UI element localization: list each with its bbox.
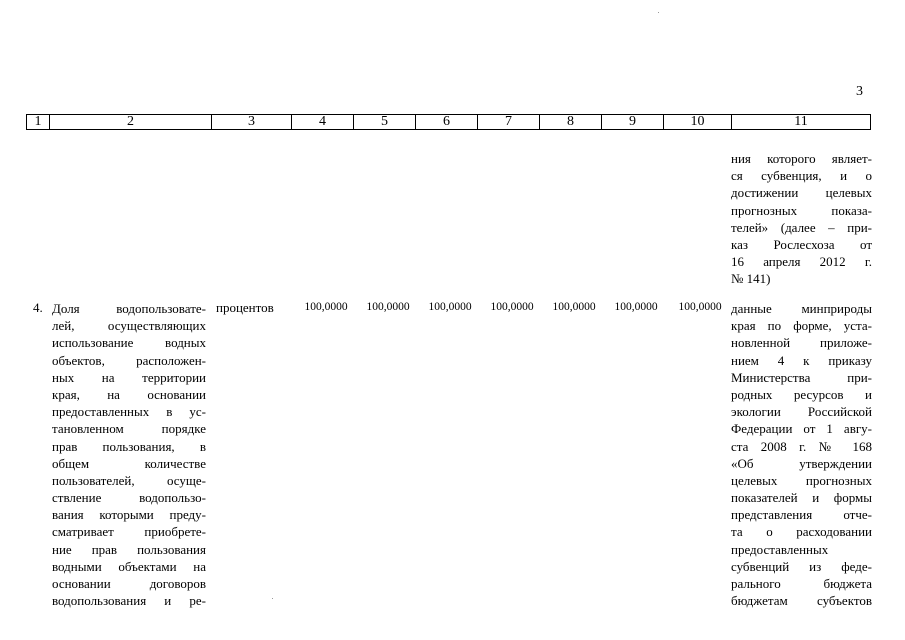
value-col-6: 100,0000	[428, 301, 472, 313]
text-line: предоставленных в ус-	[52, 404, 206, 420]
header-col-3: 3	[211, 115, 291, 129]
text-line: сматривает приобрете-	[52, 524, 206, 540]
text-line: «Об утверждении	[731, 455, 872, 471]
unit-of-measure: процентов	[216, 300, 274, 315]
header-col-2: 2	[49, 115, 211, 129]
text-line: тановленном порядке	[52, 421, 206, 437]
text-line: та о расходовании	[731, 524, 872, 540]
text-line: данные минприроды	[731, 301, 872, 316]
header-col-11: 11	[731, 115, 870, 129]
header-col-7: 7	[477, 115, 539, 129]
text-line: нием 4 к приказу	[731, 352, 872, 368]
column-number-header	[26, 114, 871, 130]
data-source	[731, 300, 872, 609]
header-col-5: 5	[353, 115, 415, 129]
scan-speck	[658, 12, 659, 13]
text-line: экологии Российской	[731, 404, 872, 420]
text-line: объектов, расположен-	[52, 352, 206, 368]
header-col-8: 8	[539, 115, 601, 129]
text-line: ние прав пользования	[52, 541, 206, 557]
text-line: пользователей, осуще-	[52, 472, 206, 488]
text-line: целевых прогнозных	[731, 472, 872, 488]
text-line: вания которыми преду-	[52, 507, 206, 523]
scan-speck	[272, 598, 273, 599]
value-col-10: 100,0000	[678, 301, 722, 313]
text-line: субвенций из феде-	[731, 558, 872, 574]
page-number: 3	[856, 84, 863, 99]
header-col-1: 1	[34, 114, 42, 129]
text-line: Доля водопользовате-	[52, 301, 206, 316]
text-line: Министерства при-	[731, 369, 872, 385]
row-number: 4.	[33, 300, 43, 315]
text-line: лей, осуществляющих	[52, 318, 206, 334]
text-line: края, на основании	[52, 386, 206, 402]
source-continuation	[731, 150, 872, 288]
text-line: показателей и формы	[731, 490, 872, 506]
value-col-7: 100,0000	[490, 301, 534, 313]
value-col-4: 100,0000	[304, 301, 348, 313]
text-line: ных на территории	[52, 369, 206, 385]
indicator-name	[52, 300, 206, 609]
text-line: представления отче-	[731, 507, 872, 523]
text-line: прогнозных показа-	[731, 202, 872, 218]
text-line: водными объектами на	[52, 558, 206, 574]
text-line: ся субвенция, и о	[731, 168, 872, 184]
text-line: ствление водопользо-	[52, 490, 206, 506]
value-col-8: 100,0000	[552, 301, 596, 313]
text-line: достижении целевых	[731, 185, 872, 201]
text-line: прав пользования, в	[52, 438, 206, 454]
header-col-6: 6	[415, 115, 477, 129]
text-line: бюджетам субъектов	[731, 593, 872, 609]
text-line: рального бюджета	[731, 576, 872, 591]
text-line: ста 2008 г. № 168	[731, 438, 872, 454]
header-col-9: 9	[601, 115, 663, 129]
text-line: 16 апреля 2012 г.	[731, 254, 872, 270]
text-line: новленной приложе-	[731, 335, 872, 351]
text-line: телей» (далее – при-	[731, 219, 872, 235]
text-line: края по форме, уста-	[731, 318, 872, 334]
text-line: родных ресурсов и	[731, 386, 872, 402]
text-line: ния которого являет-	[731, 151, 872, 166]
header-col-10: 10	[663, 115, 731, 129]
text-line: предоставленных	[731, 541, 829, 557]
text-line: Федерации от 1 авгу-	[731, 421, 872, 437]
header-col-4: 4	[291, 115, 353, 129]
text-line: водопользования и ре-	[52, 593, 206, 609]
text-line: общем количестве	[52, 455, 206, 471]
text-line: использование водных	[52, 335, 206, 351]
value-col-9: 100,0000	[614, 301, 658, 313]
text-line: основании договоров	[52, 576, 206, 591]
text-line: № 141)	[731, 271, 771, 287]
text-line: каз Рослесхоза от	[731, 236, 872, 252]
value-col-5: 100,0000	[366, 301, 410, 313]
